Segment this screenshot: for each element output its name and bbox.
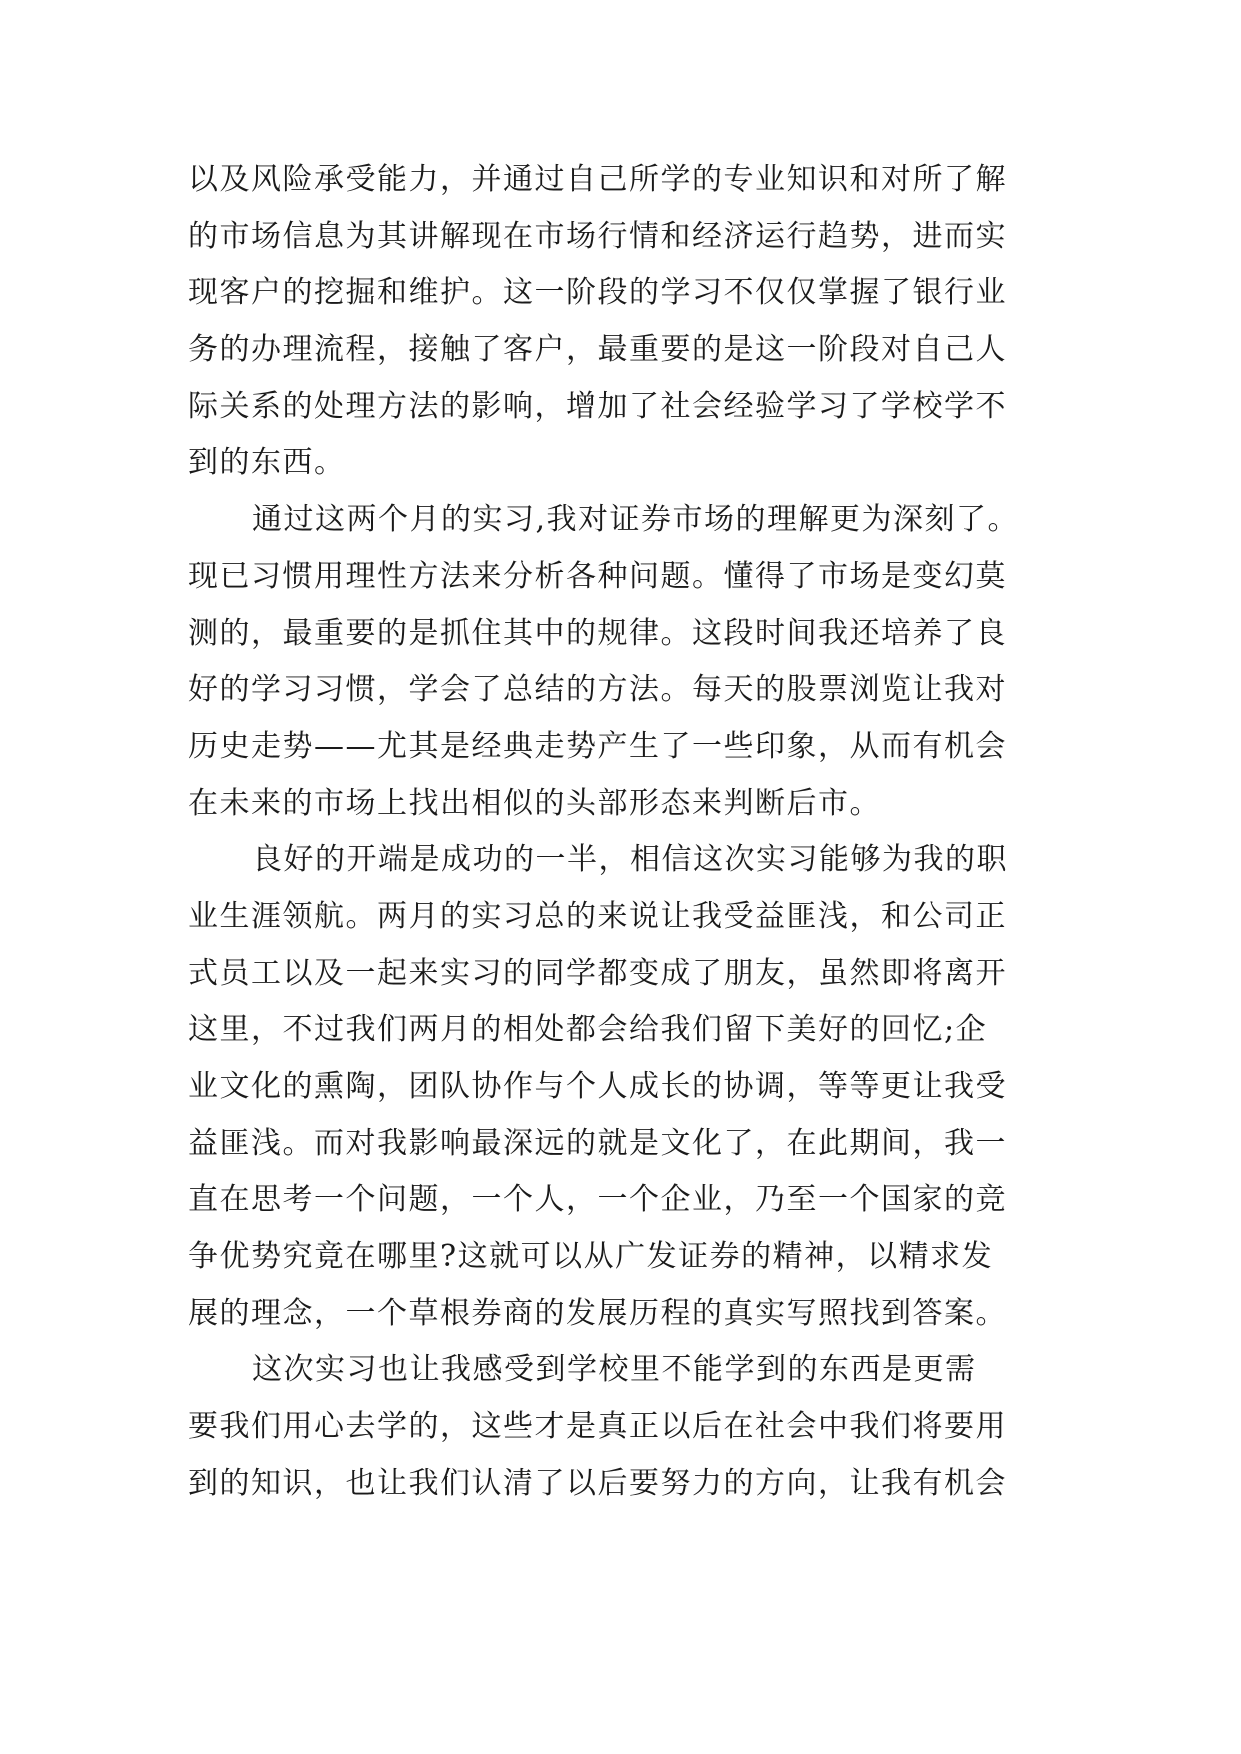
text-line: 在未来的市场上找出相似的头部形态来判断后市。 [188, 785, 881, 821]
text-line: 现客户的挖掘和维护。这一阶段的学习不仅仅掌握了银行业 [188, 275, 1007, 311]
text-line: 以及风险承受能力，并通过自己所学的专业知识和对所了解 [188, 162, 1007, 197]
text-line: 这里，不过我们两月的相处都会给我们留下美好的回忆;企 [188, 1012, 988, 1048]
text-line: 要我们用心去学的，这些才是真正以后在社会中我们将要用 [188, 1409, 1007, 1445]
paragraph-start-line: 通过这两个月的实习,我对证券市场的理解更为深刻了。 [252, 502, 1020, 538]
text-line: 现已习惯用理性方法来分析各种问题。懂得了市场是变幻莫 [188, 558, 1007, 594]
paragraph-start-line: 这次实习也让我感受到学校里不能学到的东西是更需 [252, 1352, 977, 1388]
text-line: 到的知识，也让我们认清了以后要努力的方向，让我有机会 [188, 1465, 1007, 1501]
text-line: 际关系的处理方法的影响，增加了社会经验学习了学校学不 [188, 388, 1007, 424]
text-line: 的市场信息为其讲解现在市场行情和经济运行趋势，进而实 [188, 218, 1007, 254]
text-line: 历史走势——尤其是经典走势产生了一些印象，从而有机会 [188, 728, 1007, 764]
text-line: 到的东西。 [188, 445, 346, 481]
text-line: 展的理念，一个草根券商的发展历程的真实写照找到答案。 [188, 1295, 1007, 1331]
text-line: 测的，最重要的是抓住其中的规律。这段时间我还培养了良 [188, 615, 1007, 651]
body-text [188, 152, 1068, 1513]
text-line: 直在思考一个问题，一个人，一个企业，乃至一个国家的竞 [188, 1182, 1007, 1218]
text-line: 务的办理流程，接触了客户，最重要的是这一阶段对自己人 [188, 332, 1007, 368]
text-line: 好的学习习惯，学会了总结的方法。每天的股票浏览让我对 [188, 672, 1007, 708]
paragraph-start-line: 良好的开端是成功的一半，相信这次实习能够为我的职 [252, 842, 1008, 878]
text-line: 争优势究竟在哪里?这就可以从广发证券的精神，以精求发 [188, 1239, 994, 1275]
text-line: 业生涯领航。两月的实习总的来说让我受益匪浅，和公司正 [188, 898, 1007, 934]
text-line: 式员工以及一起来实习的同学都变成了朋友，虽然即将离开 [188, 955, 1007, 991]
text-line: 业文化的熏陶，团队协作与个人成长的协调，等等更让我受 [188, 1069, 1007, 1104]
text-line: 益匪浅。而对我影响最深远的就是文化了，在此期间，我一 [188, 1125, 1007, 1161]
